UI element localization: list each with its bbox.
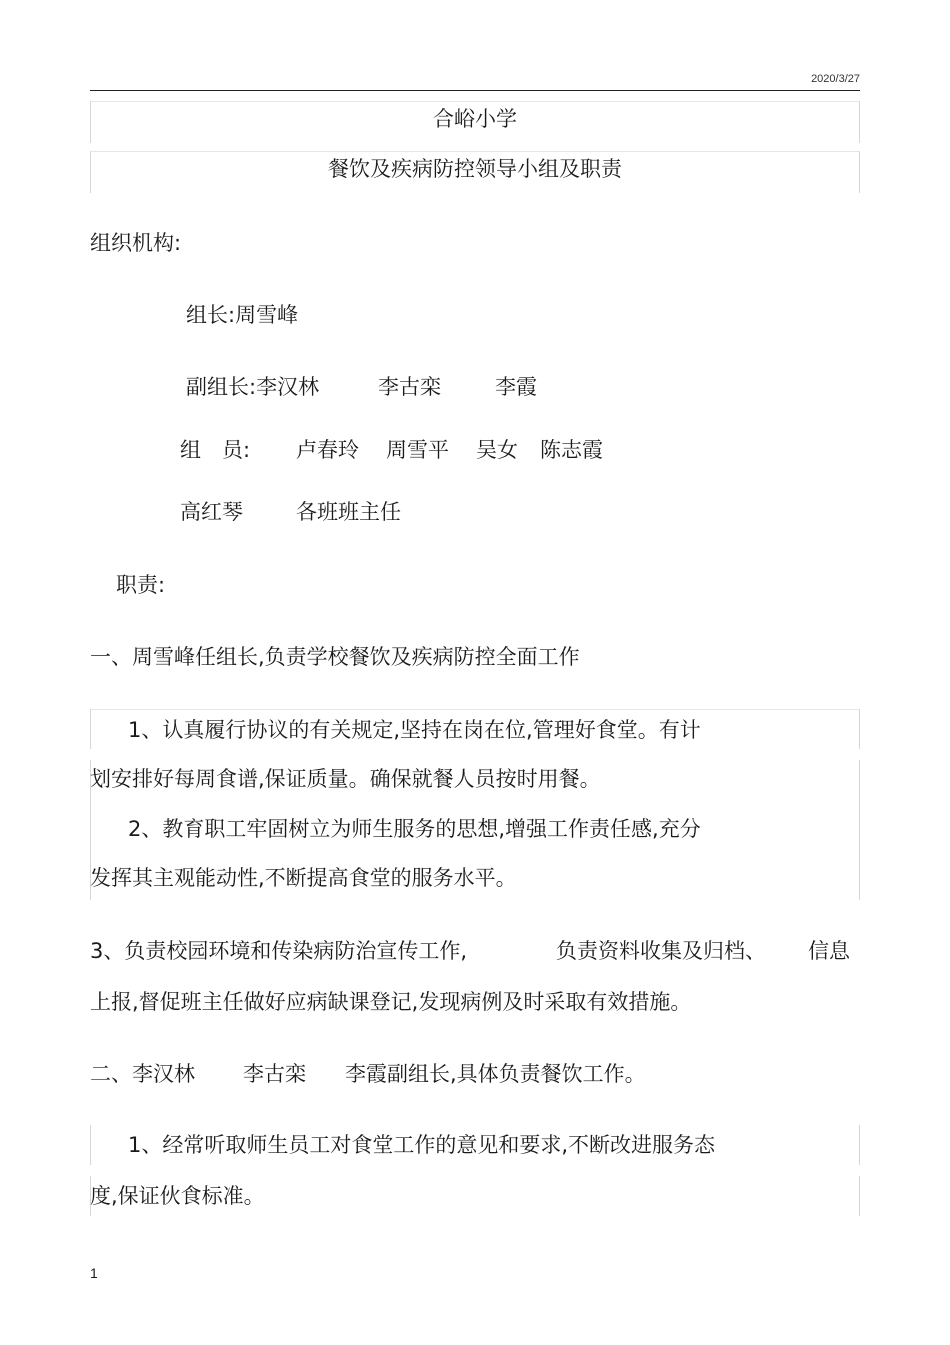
member-4: 陈志霞 <box>540 438 603 462</box>
member-2: 周雪平 <box>386 438 449 462</box>
member-3: 吴女 <box>476 438 518 462</box>
section-2-part-3: 李霞副组长,具体负责餐饮工作。 <box>345 1062 646 1086</box>
item-1-line-2: 划安排好每周食谱,保证质量。确保就餐人员按时用餐。 <box>90 767 601 791</box>
members-label: 组 员: <box>180 438 251 462</box>
item-3-line-2: 上报,督促班主任做好应病缺课登记,发现病例及时采取有效措施。 <box>90 990 692 1014</box>
member-6: 各班班主任 <box>296 500 401 524</box>
item-2-line-1: 2、教育职工牢固树立为师生服务的思想,增强工作责任感,充分 <box>128 817 701 841</box>
deputy-leader-2: 李古栾 <box>378 375 441 399</box>
item-2-line-2: 发挥其主观能动性,不断提高食堂的服务水平。 <box>90 866 517 890</box>
s2-item-1-line-2: 度,保证伙食标准。 <box>90 1184 265 1208</box>
item-3-part-3: 信息 <box>808 939 850 963</box>
duties-heading: 职责: <box>116 573 166 597</box>
school-title: 合峪小学 <box>90 101 860 143</box>
leader-line: 组长:周雪峰 <box>186 303 299 327</box>
deputy-leader-3: 李霞 <box>495 375 537 399</box>
member-5: 高红琴 <box>180 500 243 524</box>
section-1-title: 一、周雪峰任组长,负责学校餐饮及疾病防控全面工作 <box>90 645 580 669</box>
organization-heading: 组织机构: <box>90 231 182 255</box>
header-rule <box>90 90 860 91</box>
item-1-line-1: 1、认真履行协议的有关规定,坚持在岗在位,管理好食堂。有计 <box>128 718 701 742</box>
item-3-part-1: 3、负责校园环境和传染病防治宣传工作, <box>90 939 468 963</box>
section-2-part-1: 二、李汉林 <box>90 1062 195 1086</box>
header-date: 2020/3/27 <box>811 73 860 85</box>
item-3-part-2: 负责资料收集及归档、 <box>556 939 766 963</box>
document-subtitle: 餐饮及疾病防控领导小组及职责 <box>90 151 860 193</box>
member-1: 卢春玲 <box>296 438 359 462</box>
deputy-leader-1: 副组长:李汉林 <box>186 375 320 399</box>
section-2-part-2: 李古栾 <box>243 1062 306 1086</box>
s2-item-1-line-1: 1、经常听取师生员工对食堂工作的意见和要求,不断改进服务态 <box>128 1133 716 1157</box>
page-number: 1 <box>90 1265 98 1281</box>
